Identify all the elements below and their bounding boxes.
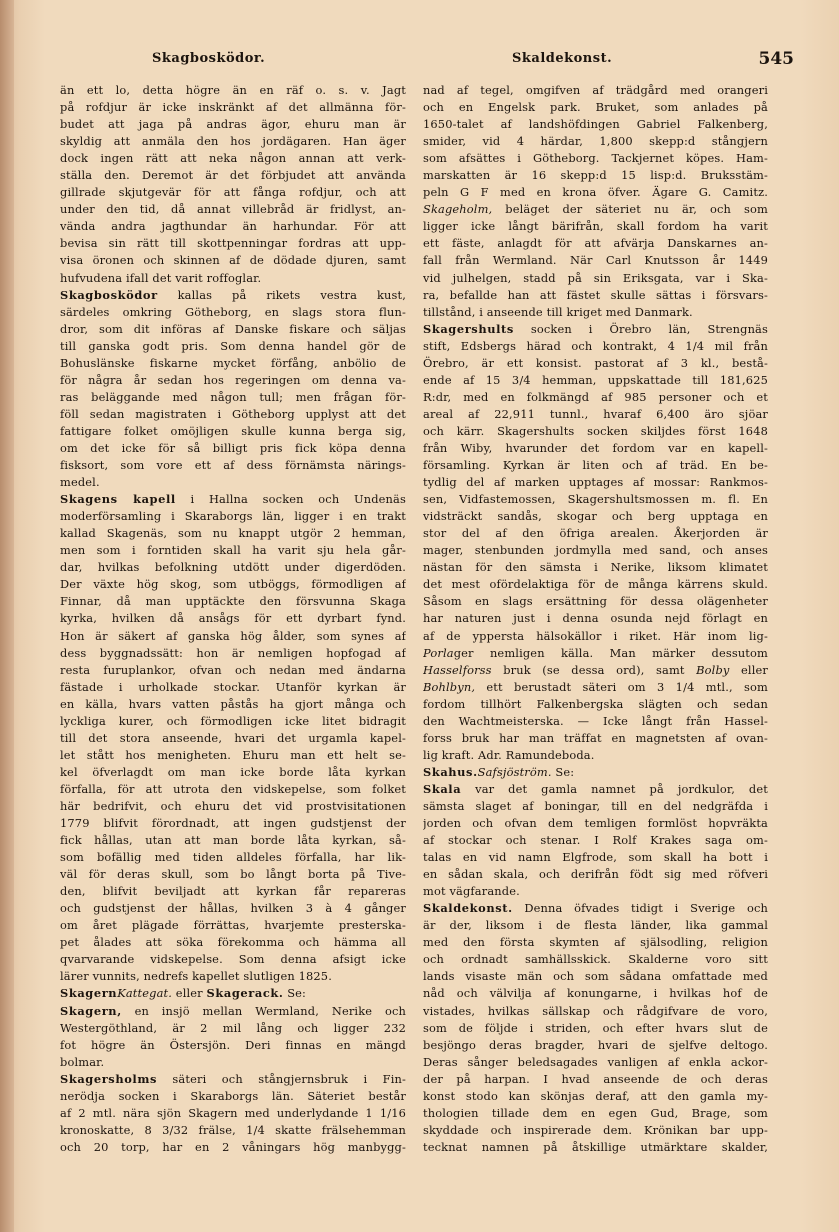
line-text: mager, stenbunden jordmylla med sand, och anses bbox=[423, 543, 768, 558]
text-line bbox=[60, 781, 406, 798]
line-text: nad af tegel, omgifven af trädgård med orangeri bbox=[423, 83, 768, 97]
text-line bbox=[60, 252, 406, 269]
text-line bbox=[423, 628, 768, 645]
line-text: dror, som dit införas af Danske fiskare och säljas bbox=[60, 321, 406, 336]
text-line bbox=[60, 1003, 406, 1020]
header-left-title: Skagbosködor. bbox=[152, 51, 266, 66]
line-text: fattigare folket omöjligen skulle kunna berga sig, bbox=[60, 423, 406, 438]
line-text: medel. bbox=[60, 475, 100, 490]
line-text: fisksort, som vore ett af dess förnämsta närings- bbox=[60, 458, 406, 473]
line-text: gillrade skjutgevär för att fånga rofdjur, och att bbox=[60, 185, 406, 200]
text-line bbox=[60, 440, 406, 457]
line-text: areal af 22,911 tunnl., hvaraf 6,400 äro sjöar bbox=[423, 406, 768, 421]
line-text: Bohuslänske fiskarne mycket förfång, anbölio de bbox=[60, 355, 406, 370]
line-text: vända andra jagthundar än harhundar. För att bbox=[60, 219, 406, 234]
line-text: var det gamla namnet på jordkulor, det bbox=[461, 781, 768, 796]
line-text: på rofdjur är icke inskränkt af det allmänna för- bbox=[60, 100, 406, 115]
line-text: bevisa sin rätt till skottpenningar fordras att upp- bbox=[60, 236, 406, 251]
italic-reference: Hasselforss bbox=[423, 662, 492, 677]
line-text: Örebro, är ett konsist. pastorat af 3 kl., bestå- bbox=[423, 355, 768, 370]
text-line bbox=[423, 713, 768, 730]
text-line bbox=[60, 593, 406, 610]
text-line bbox=[423, 798, 768, 815]
line-text: fick hållas, utan att man borde låta kyrkan, så- bbox=[60, 833, 406, 848]
line-text: Westergöthland, är 2 mil lång och ligger 232 bbox=[60, 1020, 406, 1035]
line-text: Se: bbox=[283, 986, 307, 1001]
line-text: under den tid, då annat villebråd är fridlyst, an- bbox=[60, 202, 406, 217]
line-text: nerödja socken i Skaraborgs län. Säteriet består bbox=[60, 1088, 406, 1103]
line-text: och 20 torp, har en 2 våningars hög manbygg- bbox=[60, 1139, 406, 1154]
text-line bbox=[60, 815, 406, 832]
text-line bbox=[423, 951, 768, 968]
line-text: fästade i urholkade stockar. Utanför kyrkan är bbox=[60, 679, 406, 694]
running-header bbox=[40, 49, 800, 73]
entry-headword: Skahus. bbox=[423, 764, 478, 779]
text-line bbox=[60, 1020, 406, 1037]
entry-headword: Skagbosködor bbox=[60, 287, 158, 302]
text-line bbox=[60, 218, 406, 235]
text-line bbox=[423, 1037, 768, 1054]
line-text: väl för deras skull, som bo långt borta på Tive- bbox=[60, 867, 406, 882]
text-line bbox=[423, 696, 768, 713]
text-line bbox=[423, 82, 768, 99]
text-line bbox=[423, 167, 768, 184]
text-line bbox=[423, 866, 768, 883]
line-text: sen, Vidfastemossen, Skagershultsmossen m. fl. En bbox=[423, 492, 768, 507]
line-text: beläget der säteriet nu är, och som bbox=[492, 202, 768, 217]
text-line bbox=[60, 304, 406, 321]
line-text: ra, befallde han att fästet skulle sättas i försvars- bbox=[423, 287, 768, 302]
line-text: som de följde i striden, och efter hvars slut de bbox=[423, 1020, 768, 1035]
text-line bbox=[60, 798, 406, 815]
text-line bbox=[60, 559, 406, 576]
text-line bbox=[60, 628, 406, 645]
text-line bbox=[60, 525, 406, 542]
line-text: en källa, hvars vatten påstås ha gjort många och bbox=[60, 696, 406, 711]
text-line bbox=[423, 1054, 768, 1071]
line-text: dess byggnadssätt: hon är nemligen hopfogad af bbox=[60, 645, 406, 660]
text-line bbox=[60, 99, 406, 116]
line-text: en insjö mellan Wermland, Nerike och bbox=[121, 1003, 406, 1018]
entry-headword: Skagersholms bbox=[60, 1071, 157, 1086]
text-line bbox=[60, 491, 406, 508]
text-line bbox=[60, 968, 406, 985]
line-text: till ganska godt pris. Som denna handel gör de bbox=[60, 338, 406, 353]
line-text: men som i forntiden skall ha varit sju hela går- bbox=[60, 543, 406, 558]
text-line bbox=[423, 457, 768, 474]
line-text: thologien tillade dem en egen Gud, Brage, som bbox=[423, 1105, 768, 1120]
text-line bbox=[423, 270, 768, 287]
line-text: än ett lo, detta högre än en räf o. s. v. Jagt bbox=[60, 83, 406, 97]
entry-headword: Skaldekonst. bbox=[423, 901, 513, 916]
line-text: eller bbox=[172, 986, 207, 1001]
line-text: kyrka, hvilken då ansågs för ett dyrbart fynd. bbox=[60, 611, 406, 626]
line-text: Deras sånger beledsagades vanligen af enkla ackor- bbox=[423, 1054, 768, 1069]
text-line bbox=[60, 423, 406, 440]
text-line bbox=[423, 218, 768, 235]
line-text: tillstånd, i anseende till kriget med Danmark. bbox=[423, 304, 693, 319]
line-text: der på harpan. I hvad anseende de och deras bbox=[423, 1071, 768, 1086]
line-text: let stått hos menigheten. Ehuru man ett helt se- bbox=[60, 747, 406, 762]
line-text: den, blifvit beviljadt att kyrkan får repareras bbox=[60, 884, 406, 899]
text-line bbox=[60, 457, 406, 474]
text-line bbox=[60, 287, 406, 304]
text-line bbox=[423, 559, 768, 576]
line-text: 1650-talet af landshöfdingen Gabriel Falkenberg, bbox=[423, 117, 768, 132]
text-line bbox=[60, 610, 406, 627]
text-line bbox=[60, 662, 406, 679]
header-right-title: Skaldekonst. bbox=[512, 51, 613, 66]
text-line bbox=[423, 815, 768, 832]
line-text: marskatten är 16 skepp:d 15 lisp:d. Bruksstäm- bbox=[423, 168, 768, 183]
line-text: från Wiby, hvarunder det fordom var en kapell- bbox=[423, 440, 768, 455]
line-text: tydlig del af marken upptages af mossar: Rankmos- bbox=[423, 475, 768, 490]
text-line bbox=[423, 542, 768, 559]
line-text: källa. Man märker dessutom bbox=[561, 645, 768, 660]
line-text: ett fäste, anlagdt för att afvärja Danskarnes an- bbox=[423, 236, 768, 251]
italic-reference: Skageholm, bbox=[423, 202, 493, 217]
line-text: eller bbox=[729, 662, 768, 677]
text-line bbox=[423, 355, 768, 372]
line-text: det mest ofördelaktiga för de många kärrens skuld. bbox=[423, 577, 768, 592]
italic-reference: Kattegat. bbox=[117, 986, 173, 1001]
text-line bbox=[423, 883, 768, 900]
text-line bbox=[423, 372, 768, 389]
text-line bbox=[60, 1088, 406, 1105]
line-text: moderförsamling i Skaraborgs län, ligger i en trakt bbox=[60, 509, 406, 524]
text-line bbox=[60, 355, 406, 372]
text-line bbox=[60, 201, 406, 218]
text-line bbox=[60, 338, 406, 355]
text-line bbox=[60, 713, 406, 730]
text-line bbox=[423, 1105, 768, 1122]
text-line bbox=[423, 764, 768, 781]
line-text: Se: bbox=[551, 764, 575, 779]
text-line bbox=[60, 764, 406, 781]
text-line bbox=[60, 508, 406, 525]
line-text: nästan för den sämsta i Nerike, liksom klimatet bbox=[423, 560, 768, 575]
page-number: 545 bbox=[758, 49, 794, 69]
text-line bbox=[60, 645, 406, 662]
line-text: kel öfverlagdt om man icke borde låta kyrkan bbox=[60, 764, 406, 779]
text-line bbox=[60, 133, 406, 150]
text-line bbox=[423, 252, 768, 269]
text-line bbox=[60, 235, 406, 252]
line-text: om det icke för så billigt pris fick köpa denna bbox=[60, 440, 406, 455]
line-text: och gudstjenst der hållas, hvilken 3 à 4 gånger bbox=[60, 901, 406, 916]
text-line bbox=[60, 82, 406, 99]
text-line bbox=[60, 985, 406, 1002]
entry-headword: Skagershults bbox=[423, 321, 514, 336]
text-line bbox=[423, 747, 768, 764]
line-text: till det stora anseende, hvari det urgamla kapel- bbox=[60, 730, 406, 745]
line-text: lärer vunnits, nedrefs kapellet slutligen 1825. bbox=[60, 969, 332, 984]
text-line bbox=[423, 133, 768, 150]
line-text: är der, liksom i de flesta länder, lika gammal bbox=[423, 918, 768, 933]
text-line bbox=[60, 474, 406, 491]
page-binding-edge bbox=[0, 0, 14, 1232]
text-column-left bbox=[60, 82, 406, 1156]
text-line bbox=[423, 985, 768, 1002]
line-text: Der växte hög skog, som utböggs, förmodligen af bbox=[60, 577, 406, 592]
line-text: med den första skymten af själsodling, religion bbox=[423, 935, 768, 950]
text-line bbox=[423, 389, 768, 406]
line-text: förfalla, för att utrota den vidskepelse, som folket bbox=[60, 781, 406, 796]
line-text: skyddade och inspirerade dem. Krönikan bar upp- bbox=[423, 1122, 768, 1137]
line-text: Hon är säkert af ganska hög ålder, som synes af bbox=[60, 628, 406, 643]
line-text: säteri och stångjernsbruk i Fin- bbox=[157, 1071, 406, 1086]
line-text: dar, hvilkas befolkning utdött under digerdöden. bbox=[60, 560, 406, 575]
line-text: lyckliga kurer, och förmodligen icke litet bidragit bbox=[60, 713, 406, 728]
text-line bbox=[60, 542, 406, 559]
line-text: tecknat namnen på åtskillige utmärktare skalder, bbox=[423, 1139, 768, 1154]
text-line bbox=[423, 968, 768, 985]
text-line bbox=[423, 1020, 768, 1037]
text-line bbox=[423, 576, 768, 593]
line-text: bruk (se dessa ord), samt bbox=[491, 662, 697, 677]
text-line bbox=[423, 406, 768, 423]
text-line bbox=[60, 951, 406, 968]
text-line bbox=[423, 338, 768, 355]
line-text: forss bruk har man träffat en magnetsten af ovan- bbox=[423, 730, 768, 745]
text-line bbox=[60, 679, 406, 696]
text-line bbox=[423, 423, 768, 440]
line-text: peln G F med en krona öfver. Ägare G. Camitz. bbox=[423, 185, 768, 200]
line-text: socken i Örebro län, Strengnäs bbox=[513, 321, 768, 336]
text-line bbox=[60, 1071, 406, 1088]
text-line bbox=[423, 645, 768, 662]
text-line bbox=[423, 900, 768, 917]
text-line bbox=[60, 747, 406, 764]
entry-headword: Skagern, bbox=[60, 1003, 122, 1018]
line-text: qvarvarande vidskepelse. Som denna afsigt icke bbox=[60, 952, 406, 967]
line-text: lig kraft. Adr. Ramundeboda. bbox=[423, 747, 595, 762]
text-line bbox=[60, 883, 406, 900]
text-line bbox=[60, 900, 406, 917]
text-line bbox=[423, 849, 768, 866]
line-text: kallas på rikets vestra kust, bbox=[157, 287, 406, 302]
text-line bbox=[423, 201, 768, 218]
text-line bbox=[60, 116, 406, 133]
line-text: särdeles omkring Götheborg, en slags stora flun- bbox=[60, 304, 406, 319]
line-text: ende af 15 3/4 hemman, uppskattade till 181,625 bbox=[423, 372, 768, 387]
line-text: stift, Edsbergs härad och kontrakt, 4 1/4 mil från bbox=[423, 338, 768, 353]
text-line bbox=[423, 150, 768, 167]
text-line bbox=[423, 525, 768, 542]
line-text: smider, vid 4 härdar, 1,800 skepp:d stångjern bbox=[423, 134, 768, 149]
italic-reference: Safsjöström. bbox=[477, 764, 552, 779]
text-line bbox=[60, 1105, 406, 1122]
line-text: ett berustadt säteri om 3 1/4 mtl., som bbox=[475, 679, 768, 694]
text-line bbox=[60, 866, 406, 883]
text-column-right bbox=[423, 82, 768, 1156]
line-text: en sådan skala, och derifrån födt sig med röfveri bbox=[423, 867, 768, 882]
text-line bbox=[60, 934, 406, 951]
line-text: för några år sedan hos regeringen om denna va- bbox=[60, 372, 406, 387]
text-line bbox=[423, 116, 768, 133]
text-line bbox=[423, 679, 768, 696]
line-text: vidsträckt sandås, skogar och berg upptaga en bbox=[423, 509, 768, 524]
line-text: besjöngo deras bragder, hvari de sjelfve deltogo. bbox=[423, 1037, 768, 1052]
line-text: dock ingen rätt att neka någon annan att verk- bbox=[60, 151, 406, 166]
line-text: ställa den. Deremot är det förbjudet att använda bbox=[60, 168, 406, 183]
text-line bbox=[423, 1071, 768, 1088]
text-line bbox=[60, 849, 406, 866]
line-text: den Wachtmeisterska. — Icke långt från Hassel- bbox=[423, 713, 768, 728]
text-line bbox=[60, 1037, 406, 1054]
text-line bbox=[60, 184, 406, 201]
text-line bbox=[60, 917, 406, 934]
text-line bbox=[60, 372, 406, 389]
text-line bbox=[423, 781, 768, 798]
line-text: kronoskatte, 8 3/32 frälse, 1/4 skatte frälsehemman bbox=[60, 1122, 406, 1137]
line-text: ras beläggande med någon tull; men frågan för- bbox=[60, 389, 406, 404]
text-line bbox=[423, 304, 768, 321]
text-line bbox=[423, 832, 768, 849]
text-line bbox=[423, 287, 768, 304]
text-line bbox=[423, 440, 768, 457]
line-text: Såsom en slags ersättning för dessa olägenheter bbox=[423, 594, 768, 609]
text-line bbox=[60, 576, 406, 593]
text-line bbox=[423, 1003, 768, 1020]
text-line bbox=[423, 662, 768, 679]
entry-headword: Skagens kapell bbox=[60, 492, 176, 507]
line-text: Finnar, då man upptäckte den försvunna Skaga bbox=[60, 594, 406, 609]
line-text: och kärr. Skagershults socken skiljdes först 1648 bbox=[423, 423, 768, 438]
entry-headword: Skagerack. bbox=[206, 986, 284, 1001]
text-line bbox=[60, 832, 406, 849]
line-text: ger nemligen bbox=[453, 645, 561, 660]
line-text: föll sedan magistraten i Götheborg upplyst att det bbox=[60, 406, 406, 421]
line-text: nåd och välvilja af konungarne, i hvilkas hof de bbox=[423, 986, 768, 1001]
line-text: vistades, hvilkas sällskap och rådgifvare de voro, bbox=[423, 1003, 768, 1018]
line-text: fall från Wermland. När Carl Knutsson år 1449 bbox=[423, 253, 768, 268]
line-text: fordom tillhört Falkenbergska slägten och sedan bbox=[423, 696, 768, 711]
italic-reference: Bolby bbox=[696, 662, 730, 677]
text-line bbox=[423, 934, 768, 951]
line-text: resta furuplankor, ofvan och nedan med ändarna bbox=[60, 662, 406, 677]
line-text: bolmar. bbox=[60, 1054, 105, 1069]
line-text: af de yppersta hälsokällor i riket. Här inom lig- bbox=[423, 628, 768, 643]
line-text: stor del af den öfriga arealen. Åkerjorden är bbox=[423, 526, 768, 541]
line-text: vid julhelgen, stadd på sin Eriksgata, var i Ska- bbox=[423, 270, 768, 285]
line-text: som afsättes i Götheborg. Tackjernet köpes. Ham- bbox=[423, 151, 768, 166]
text-line bbox=[423, 474, 768, 491]
text-line bbox=[60, 696, 406, 713]
line-text: budet att jaga på andras ägor, ehuru man är bbox=[60, 117, 406, 132]
text-line bbox=[423, 730, 768, 747]
text-line bbox=[423, 491, 768, 508]
text-line bbox=[423, 593, 768, 610]
text-line bbox=[423, 917, 768, 934]
text-line bbox=[60, 389, 406, 406]
line-text: i Hallna socken och Undenäs bbox=[175, 492, 406, 507]
text-line bbox=[423, 1122, 768, 1139]
text-line bbox=[423, 1139, 768, 1156]
line-text: hufvudena ifall det varit roffoglar. bbox=[60, 270, 262, 285]
text-line bbox=[60, 406, 406, 423]
text-line bbox=[60, 1139, 406, 1156]
line-text: 1779 blifvit förordnadt, att ingen gudstjenst der bbox=[60, 816, 406, 831]
line-text: R:dr, med en folkmängd af 985 personer och et bbox=[423, 389, 768, 404]
line-text: som bofällig med tiden alldeles förfalla, har lik- bbox=[60, 850, 406, 865]
text-line bbox=[423, 99, 768, 116]
line-text: här bedrifvit, och ehuru det vid prostvisitationen bbox=[60, 798, 406, 813]
line-text: visa öronen och skinnen af de dödade djuren, samt bbox=[60, 253, 406, 268]
line-text: kallad Skagenäs, som nu knappt utgör 2 hemman, bbox=[60, 526, 406, 541]
line-text: pet ålades att söka förekomma och hämma all bbox=[60, 935, 406, 950]
text-line bbox=[423, 610, 768, 627]
text-line bbox=[60, 730, 406, 747]
line-text: sämsta slaget af boningar, till en del nedgräfda i bbox=[423, 798, 768, 813]
line-text: har naturen just i denna osunda nejd förlagt en bbox=[423, 611, 768, 626]
text-line bbox=[423, 184, 768, 201]
text-line bbox=[60, 270, 406, 287]
line-text: Denna öfvades tidigt i Sverige och bbox=[512, 901, 768, 916]
text-line bbox=[423, 508, 768, 525]
line-text: mot vägfarande. bbox=[423, 884, 520, 899]
text-line bbox=[60, 1054, 406, 1071]
entry-headword: Skala bbox=[423, 781, 462, 796]
text-line bbox=[60, 321, 406, 338]
line-text: och en Engelsk park. Bruket, som anlades på bbox=[423, 100, 768, 115]
line-text: skyldig att anmäla den hos jordägaren. Han äger bbox=[60, 134, 406, 149]
line-text: om året plägade förrättas, hvarjemte presterska- bbox=[60, 918, 406, 933]
entry-headword: Skagern bbox=[60, 986, 118, 1001]
text-line bbox=[423, 235, 768, 252]
line-text: ligger icke långt bärifrån, skall fordom ha varit bbox=[423, 219, 768, 234]
text-line bbox=[60, 1122, 406, 1139]
line-text: af 2 mtl. nära sjön Skagern med underlydande 1 1/16 bbox=[60, 1105, 406, 1120]
line-text: församling. Kyrkan är liten och af träd. En be- bbox=[423, 458, 768, 473]
text-line bbox=[423, 321, 768, 338]
line-text: jorden och ofvan dem temligen formlöst hopvräkta bbox=[423, 816, 768, 831]
text-line bbox=[423, 1088, 768, 1105]
line-text: fot högre än Östersjön. Deri finnas en mängd bbox=[60, 1037, 406, 1052]
line-text: och ordnadt samhällsskick. Skalderne voro sitt bbox=[423, 952, 768, 967]
italic-reference: Bohlbyn, bbox=[423, 679, 476, 694]
line-text: talas en vid namn Elgfrode, som skall ha bott i bbox=[423, 850, 768, 865]
line-text: af stockar och stenar. I Rolf Krakes saga om- bbox=[423, 833, 768, 848]
line-text: konst stodo kan skönjas deraf, att den gamla my- bbox=[423, 1088, 768, 1103]
text-line bbox=[60, 150, 406, 167]
italic-reference: Porla bbox=[423, 645, 454, 660]
text-line bbox=[60, 167, 406, 184]
line-text: lands visaste män och som sådana omfattade med bbox=[423, 969, 768, 984]
